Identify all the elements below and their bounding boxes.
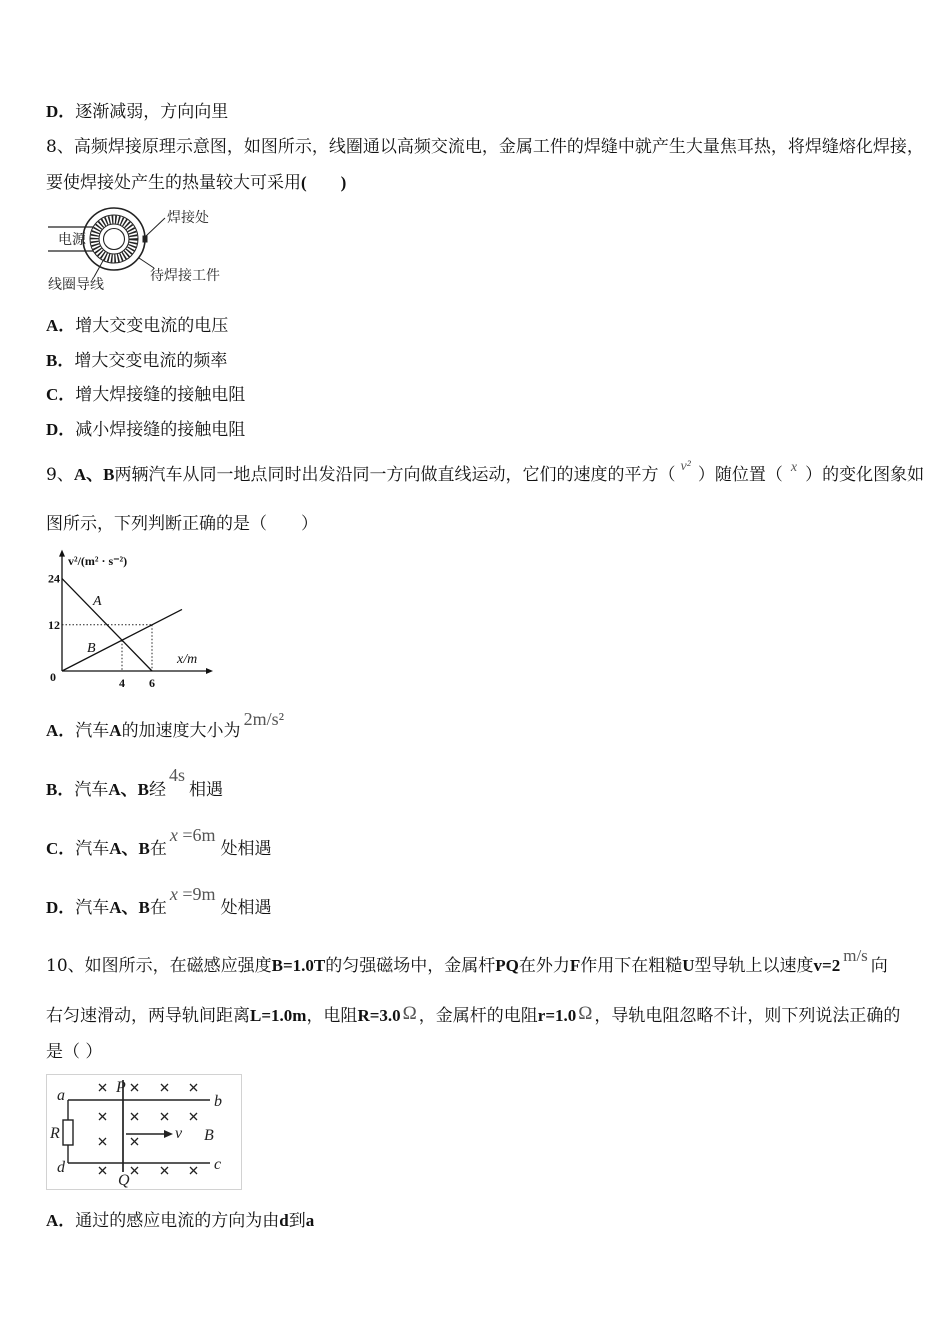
x-axis-arrow <box>206 668 213 674</box>
field-cross <box>161 1167 168 1174</box>
vehicle-names: A、B <box>109 898 150 917</box>
formula-value: =9m <box>177 884 216 904</box>
option-label: D． <box>46 898 76 917</box>
force-symbol: F <box>569 956 581 975</box>
option-label: B． <box>46 780 75 799</box>
option-label: C． <box>46 385 76 404</box>
q9-option-c <box>46 825 272 859</box>
welding-diagram <box>46 205 246 295</box>
rod-resistance-value: r=1.0 <box>537 1006 577 1025</box>
stem-text: 右匀速滑动，两导轨间距离 <box>46 1006 250 1026</box>
option-label: A． <box>46 316 76 335</box>
power-source-label: 电源 <box>58 232 86 248</box>
q9-option-d <box>46 884 272 918</box>
option-text: 减小焊接缝的接触电阻 <box>75 420 246 440</box>
stem-text: 图所示，下列判断正确的是（ ） <box>46 514 318 534</box>
vehicle-names: A、B <box>108 780 149 799</box>
resistor <box>63 1120 73 1145</box>
resistance-r-value: R=3.0 <box>357 1006 401 1025</box>
q8-option-c <box>46 385 245 405</box>
stem-text: 8、高频焊接原理示意图，如图所示，线圈通以高频交流电，金属工件的焊缝中就产生大量焦耳热，将焊缝熔化焊接， <box>46 137 924 157</box>
option-text: 处相遇 <box>220 839 272 859</box>
y-axis-arrow <box>59 550 65 557</box>
velocity-arrow-head <box>164 1130 173 1138</box>
option-text: 增大焊接缝的接触电阻 <box>75 385 246 405</box>
option-text: 处相遇 <box>220 898 272 918</box>
field-cross <box>99 1084 106 1091</box>
option-text: 汽车 <box>75 898 110 918</box>
rail-shape: U <box>682 956 695 975</box>
option-label: D． <box>46 420 76 439</box>
formula-acceleration: 2m/s² <box>243 709 284 729</box>
node-b-label: b <box>214 1093 222 1110</box>
workpiece-label: 待焊接工件 <box>150 268 220 284</box>
option-label: C． <box>46 839 76 858</box>
series-b-label: B <box>87 641 96 656</box>
stem-text: 的匀强磁场中，金属杆 <box>325 956 496 976</box>
stem-text: 10、如图所示，在磁感应强度 <box>46 956 272 976</box>
q10-option-a <box>46 1211 314 1231</box>
field-cross <box>131 1138 138 1145</box>
field-strength: B=1.0T <box>271 956 326 975</box>
field-cross <box>190 1084 197 1091</box>
stem-text: 型导轨上以速度 <box>694 956 814 976</box>
option-text: 增大交变电流的频率 <box>74 351 228 371</box>
option-label: A． <box>46 721 76 740</box>
rod-name: PQ <box>495 956 519 975</box>
coil-wire-label: 线圈导线 <box>48 277 104 293</box>
field-label: B <box>204 1127 214 1144</box>
point-a: a <box>305 1211 315 1230</box>
resistor-label: R <box>50 1125 60 1142</box>
weld-point-label: 焊接处 <box>167 210 209 226</box>
field-cross <box>131 1084 138 1091</box>
option-text: 汽车 <box>75 839 110 859</box>
q8-stem-line-2 <box>46 173 346 193</box>
stem-text: 向 <box>870 956 888 976</box>
point-d: d <box>279 1211 289 1230</box>
weld-point-leader <box>146 218 165 236</box>
formula-variable: x <box>169 825 178 845</box>
option-text: 增大交变电流的电压 <box>75 316 229 336</box>
stem-text: ，电阻 <box>306 1006 358 1026</box>
formula-v-squared: v² <box>680 459 691 474</box>
q8-stem-line-1 <box>46 137 924 157</box>
y-tick-label: 12 <box>48 617 60 632</box>
stem-text: ）随位置（ <box>697 465 783 485</box>
option-text: 在 <box>149 839 167 859</box>
velocity-label: v <box>175 1125 183 1142</box>
stem-text: 是（ ） <box>46 1042 103 1062</box>
stem-text: ）的变化图象如 <box>805 465 925 485</box>
answer-blank: ( ) <box>301 173 347 192</box>
magnetic-field-crosses <box>99 1084 197 1174</box>
stem-text: 在外力 <box>518 956 570 976</box>
vehicle-names: A、B <box>73 465 115 484</box>
q8-option-a <box>46 316 228 336</box>
option-text: 逐渐减弱，方向向里 <box>75 102 229 122</box>
series-a-line <box>62 579 152 671</box>
weld-seam <box>143 236 148 243</box>
option-text: 的加速度大小为 <box>121 721 241 741</box>
formula-ohm-unit: Ω <box>578 1003 593 1024</box>
rail-circuit-diagram <box>46 1074 242 1190</box>
q10-stem-line-3 <box>46 1042 102 1062</box>
node-c-label: c <box>214 1156 222 1173</box>
option-text: 汽车 <box>74 780 109 800</box>
option-label: B． <box>46 351 75 370</box>
stem-text: ，金属杆的电阻 <box>418 1006 538 1026</box>
vehicle-name: A <box>109 721 122 740</box>
option-text: 通过的感应电流的方向为由 <box>75 1211 280 1231</box>
node-a-label: a <box>57 1087 65 1104</box>
workpiece-leader <box>139 258 154 268</box>
q9-option-a <box>46 709 284 741</box>
option-text: 到 <box>288 1211 306 1231</box>
formula-value: =6m <box>177 825 216 845</box>
field-cross <box>99 1138 106 1145</box>
stem-text: ，导轨电阻忽略不计，则下列说法正确的 <box>594 1006 901 1026</box>
option-label: A． <box>46 1211 76 1230</box>
velocity-value: v=2 <box>813 956 841 975</box>
formula-variable: x <box>169 884 178 904</box>
field-cross <box>161 1084 168 1091</box>
y-axis-label: v²/(m² · s⁻²) <box>68 554 128 568</box>
formula-time: 4s <box>168 765 185 785</box>
field-cross <box>190 1167 197 1174</box>
q10-stem-line-2 <box>46 1003 901 1026</box>
series-a-label: A <box>93 594 102 609</box>
rod-end-q-label: Q <box>118 1172 130 1189</box>
field-cross <box>99 1113 106 1120</box>
q10-stem-line-1 <box>46 946 888 976</box>
option-text: 相遇 <box>188 780 223 800</box>
rod-end-p-label: P <box>116 1079 126 1096</box>
x-tick-label: 6 <box>149 676 155 690</box>
stem-text: 两辆汽车从同一地点同时出发沿同一方向做直线运动，它们的速度的平方（ <box>114 465 676 485</box>
v-squared-vs-x-graph <box>46 545 216 690</box>
option-text: 汽车 <box>75 721 110 741</box>
option-label: D． <box>46 102 76 121</box>
y-tick-label: 24 <box>48 571 60 586</box>
formula-ohm-unit: Ω <box>402 1003 417 1024</box>
field-cross <box>190 1113 197 1120</box>
stem-text: 要使焊接处产生的热量较大可采用 <box>46 173 301 193</box>
q7-option-d <box>46 102 228 122</box>
vehicle-names: A、B <box>109 839 150 858</box>
graph-canvas <box>46 545 216 690</box>
q8-option-d <box>46 420 245 440</box>
option-text: 在 <box>149 898 167 918</box>
formula-position <box>170 884 216 904</box>
x-tick-label: 4 <box>119 676 125 690</box>
q9-option-b <box>46 765 223 800</box>
option-text: 经 <box>148 780 166 800</box>
field-cross <box>131 1113 138 1120</box>
x-axis-label: x/m <box>177 652 198 667</box>
origin-label: 0 <box>50 670 56 684</box>
formula-velocity-unit: m/s <box>843 946 868 965</box>
formula-x: x <box>790 460 798 475</box>
q9-stem-line-2 <box>46 514 318 534</box>
field-cross <box>131 1167 138 1174</box>
node-d-label: d <box>57 1159 65 1176</box>
field-cross <box>99 1167 106 1174</box>
rail-distance: L=1.0m <box>250 1006 307 1025</box>
coil-core <box>104 229 125 250</box>
q8-option-b <box>46 351 227 371</box>
question-number: 9、 <box>46 465 74 485</box>
stem-text: 作用下在粗糙 <box>580 956 683 976</box>
coil-windings <box>95 220 134 259</box>
field-cross <box>161 1113 168 1120</box>
q9-stem-line-1 <box>46 459 925 487</box>
formula-position <box>170 825 216 845</box>
